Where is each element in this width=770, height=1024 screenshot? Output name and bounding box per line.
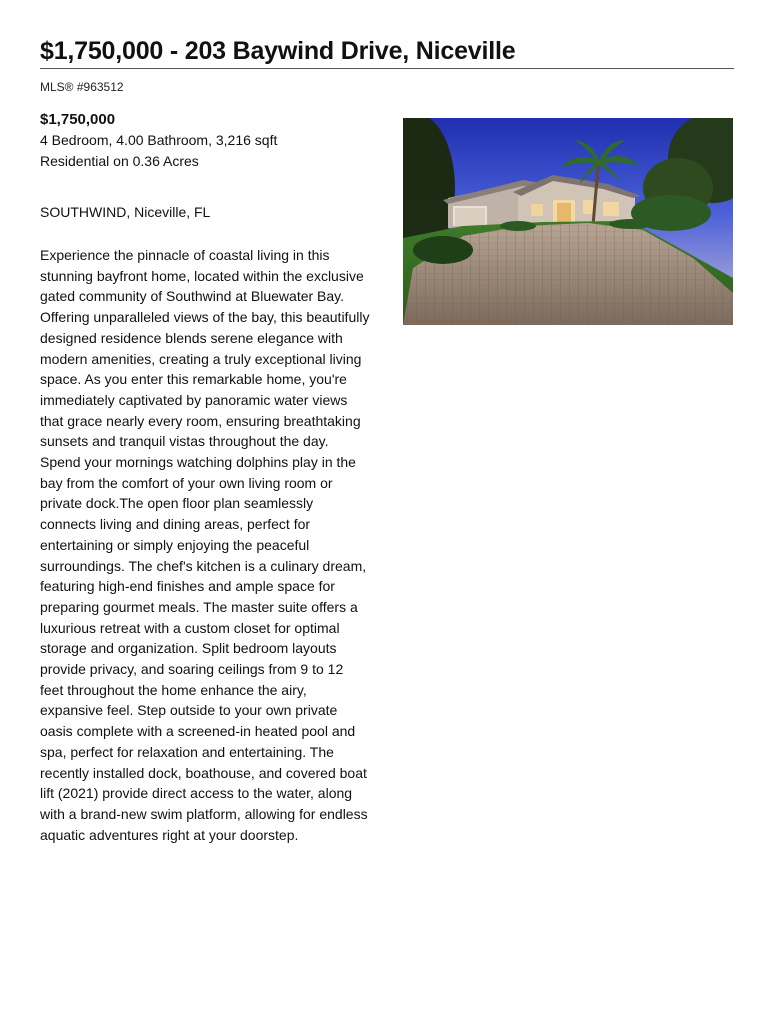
mls-number: MLS® #963512 — [40, 80, 124, 94]
property-photo — [403, 118, 733, 325]
listing-details — [40, 109, 370, 845]
property-description: Experience the pinnacle of coastal living in this stunning bayfront home, located within the exclusive gated community of Southwind at Bluewater Bay. Offering unparalleled views of the bay, this beautifully designed residence blends serene elegance with modern amenities, creating a truly exceptional living space. As you enter this remarkable home, you're immediately captivated by panoramic water views that grace nearly every room, ensuring breathtaking sunsets and tranquil vistas throughout the day. Spend your mornings watching dolphins play in the bay from the comfort of your own living room or private dock.The open floor plan seamlessly connects living and dining areas, perfect for entertaining or simply enjoying the peaceful surroundings. The chef's kitchen is a culinary dream, featuring high-end finishes and ample space for preparing gourmet meals. The master suite offers a luxurious retreat with a custom closet for optimal storage and organization. Split bedroom layouts provide privacy, and soaring ceilings from 9 to 12 feet throughout the home enhance the airy, expansive feel. Step outside to your own private oasis complete with a screened-in heated pool and spa, perfect for relaxation and entertaining. The recently installed dock, boathouse, and covered boat lift (2021) provide direct access to the water, along with a brand-new swim platform, allowing for endless aquatic adventures right at your doorstep. — [40, 247, 370, 843]
property-type: Residential on 0.36 Acres — [40, 153, 199, 169]
property-location: SOUTHWIND, Niceville, FL — [40, 204, 211, 220]
listing-price: $1,750,000 — [40, 111, 116, 128]
property-specs: 4 Bedroom, 4.00 Bathroom, 3,216 sqft — [40, 132, 278, 148]
page-title: $1,750,000 - 203 Baywind Drive, Niceville — [40, 37, 516, 65]
title-divider — [40, 68, 734, 69]
